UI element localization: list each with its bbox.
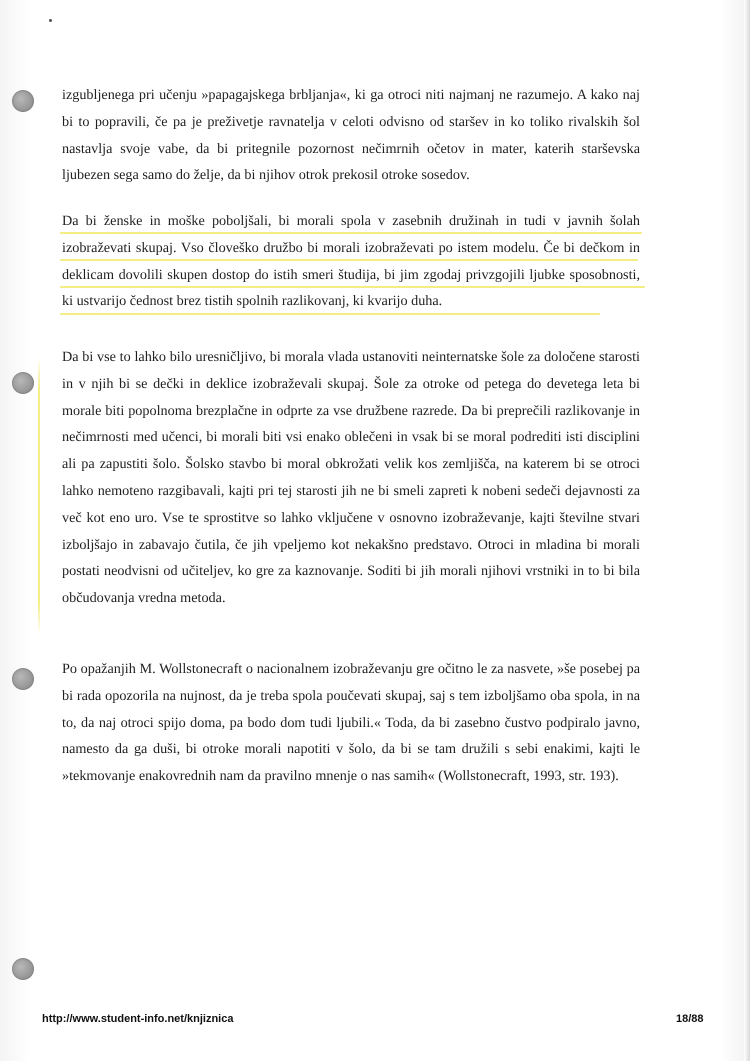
paragraph-1: izgubljenega pri učenju »papagajskega brbljanja«, ki ga otroci niti najmanj ne razumejo. A kako naj bi to popravili, če pa je preživetje ravnatelja v celoti odvisno od staršev in ko toliko rivalskih šol nastavlja svoje vabe, da bi pritegnile pozornost nečimrnih očetov in mater, katerih starševska ljubezen sega samo do želje, da bi njihov otrok prekosil otroke sosedov.: [62, 87, 640, 184]
margin-highlight-line: [38, 356, 40, 636]
page-number: 18/88: [676, 1013, 704, 1025]
page-edge-shadow: [744, 0, 750, 1061]
scan-speck: [49, 19, 52, 22]
punch-hole-icon: [12, 90, 34, 112]
paragraph-4: Po opažanjih M. Wollstonecraft o nacionalnem izobraževanju gre očitno le za nasvete, »še posebej pa bi rada opozorila na nujnost, da je treba spola poučevati skupaj, saj s tem izboljšamo oba spola, in na to, da naj otroci spijo doma, pa bodo dom tudi ljubili.« Toda, da bi zasebno čustvo podpiralo javno, namesto da ga duši, bi otroke morali napotiti v šolo, da bi se tam družili s sebi enakimi, kajti le »tekmovanje enakovrednih nam da pravilno mnenje o nas samih« (Wollstonecraft, 1993, str. 193).: [62, 661, 640, 785]
punch-hole-icon: [12, 958, 34, 980]
paragraph-2: Da bi ženske in moške poboljšali, bi morali spola v zasebnih družinah in tudi v javnih šolah izobraževati skupaj. Vso človeško družbo bi morali izobraževati po istem modelu. Če bi dečkom in deklicam dovolili skupen dostop do istih smeri študija, bi jim zgodaj privzgojili ljubke sposobnosti, ki ustvarijo čednost brez tistih spolnih razlikovanj, ki kvarijo duha.: [62, 213, 640, 310]
punch-hole-icon: [12, 668, 34, 690]
punch-hole-icon: [12, 372, 34, 394]
paragraph-3: Da bi vse to lahko bilo uresničljivo, bi morala vlada ustanoviti neinternatske šole za določene starosti in v njih bi se dečki in deklice izobraževali skupaj. Šole za otroke od petega do devetega leta bi morale biti popolnoma brezplačne in odprte za vse družbene razrede. Da bi preprečili razlikovanje in nečimrnosti med učenci, bi morali biti vsi enako oblečeni in vsak bi se moral podrediti isti disciplini ali pa zapustiti šolo. Šolsko stavbo bi moral obkrožati velik kos zemljišča, na katerem bi se otroci lahko nemoteno razgibavali, kajti pri tej starosti jih ne bi smeli zapreti k nobeni sedeči dejavnosti za več kot eno uro. Vse te sprostitve so lahko vključene v osnovno izobraževanje, kajti številne stvari izboljšajo in zabavajo čutila, če jih vpeljemo kot nekakšno predstavo. Otroci in mladina bi morali postati neodvisni od učiteljev, ko gre za kaznovanje. Soditi bi jih morali njihovi vrstniki in to bi bila občudovanja vredna metoda.: [62, 349, 640, 607]
footer-url[interactable]: http://www.student-info.net/knjiznica: [42, 1013, 234, 1025]
